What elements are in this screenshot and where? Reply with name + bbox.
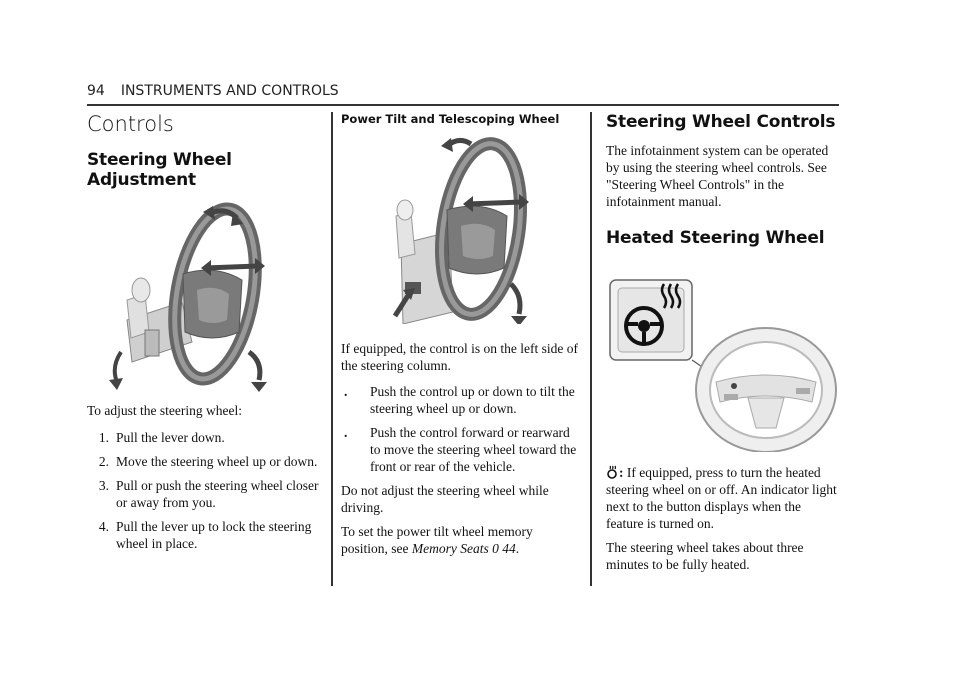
column-divider-2 bbox=[590, 112, 592, 586]
section-title: INSTRUMENTS AND CONTROLS bbox=[120, 83, 339, 99]
heading-steering-wheel-adjustment: Steering Wheel Adjustment bbox=[87, 150, 232, 190]
column-1 bbox=[87, 112, 323, 559]
column-divider-1 bbox=[331, 112, 333, 586]
list-item: . Push the control up or down to tilt the steering wheel up or down. bbox=[344, 384, 575, 416]
adjust-intro: To adjust the steering wheel: bbox=[87, 403, 243, 418]
step-item: 4. Pull the lever up to lock the steering wheel in place. bbox=[98, 519, 312, 551]
adjustment-steps bbox=[87, 429, 323, 552]
page-header bbox=[87, 82, 839, 100]
heated-wheel-description: : If equipped, press to turn the heated steering wheel on or off. An indicator light next to the button displays when the feature is turned on. bbox=[606, 465, 837, 531]
heading-power-tilt: Power Tilt and Telescoping Wheel bbox=[341, 112, 560, 126]
list-item: . Push the control forward or rearward to move the steering wheel toward the front or rear of the vehicle. bbox=[344, 425, 577, 474]
step-item: 1. Pull the lever down. bbox=[98, 430, 225, 445]
column-2 bbox=[341, 112, 581, 557]
heating-time-text: The steering wheel takes about three minutes to be fully heated. bbox=[606, 540, 804, 572]
step-item: 2. Move the steering wheel up or down. bbox=[98, 454, 318, 469]
power-tilt-illustration bbox=[341, 134, 581, 324]
memory-seats-page-ref[interactable]: 0 44 bbox=[492, 541, 516, 556]
heading-steering-wheel-controls: Steering Wheel Controls bbox=[606, 112, 836, 132]
header-rule bbox=[87, 104, 839, 106]
power-tilt-bullets bbox=[341, 383, 581, 475]
memory-seats-link[interactable]: Memory Seats bbox=[411, 541, 489, 556]
page-number: 94 bbox=[87, 83, 105, 99]
column-3 bbox=[606, 112, 840, 573]
no-adjust-warning: Do not adjust the steering wheel while driving. bbox=[341, 483, 549, 515]
step-item: 3. Pull or push the steering wheel closer or away from you. bbox=[98, 478, 319, 510]
heated-steering-wheel-illustration bbox=[606, 262, 840, 452]
heading-heated-steering-wheel: Heated Steering Wheel bbox=[606, 228, 825, 248]
steering-controls-text: The infotainment system can be operated by using the steering wheel controls. See "Steering Wheel Controls" in the infotainment manual. bbox=[606, 143, 829, 209]
steering-wheel-adjustment-illustration bbox=[87, 202, 323, 392]
heated-steering-wheel-icon bbox=[606, 465, 619, 479]
power-tilt-intro: If equipped, the control is on the left side of the steering column. bbox=[341, 341, 578, 373]
chapter-title: Controls bbox=[87, 112, 174, 136]
memory-position-text: To set the power tilt wheel memory position, see Memory Seats 0 44. bbox=[341, 524, 533, 556]
